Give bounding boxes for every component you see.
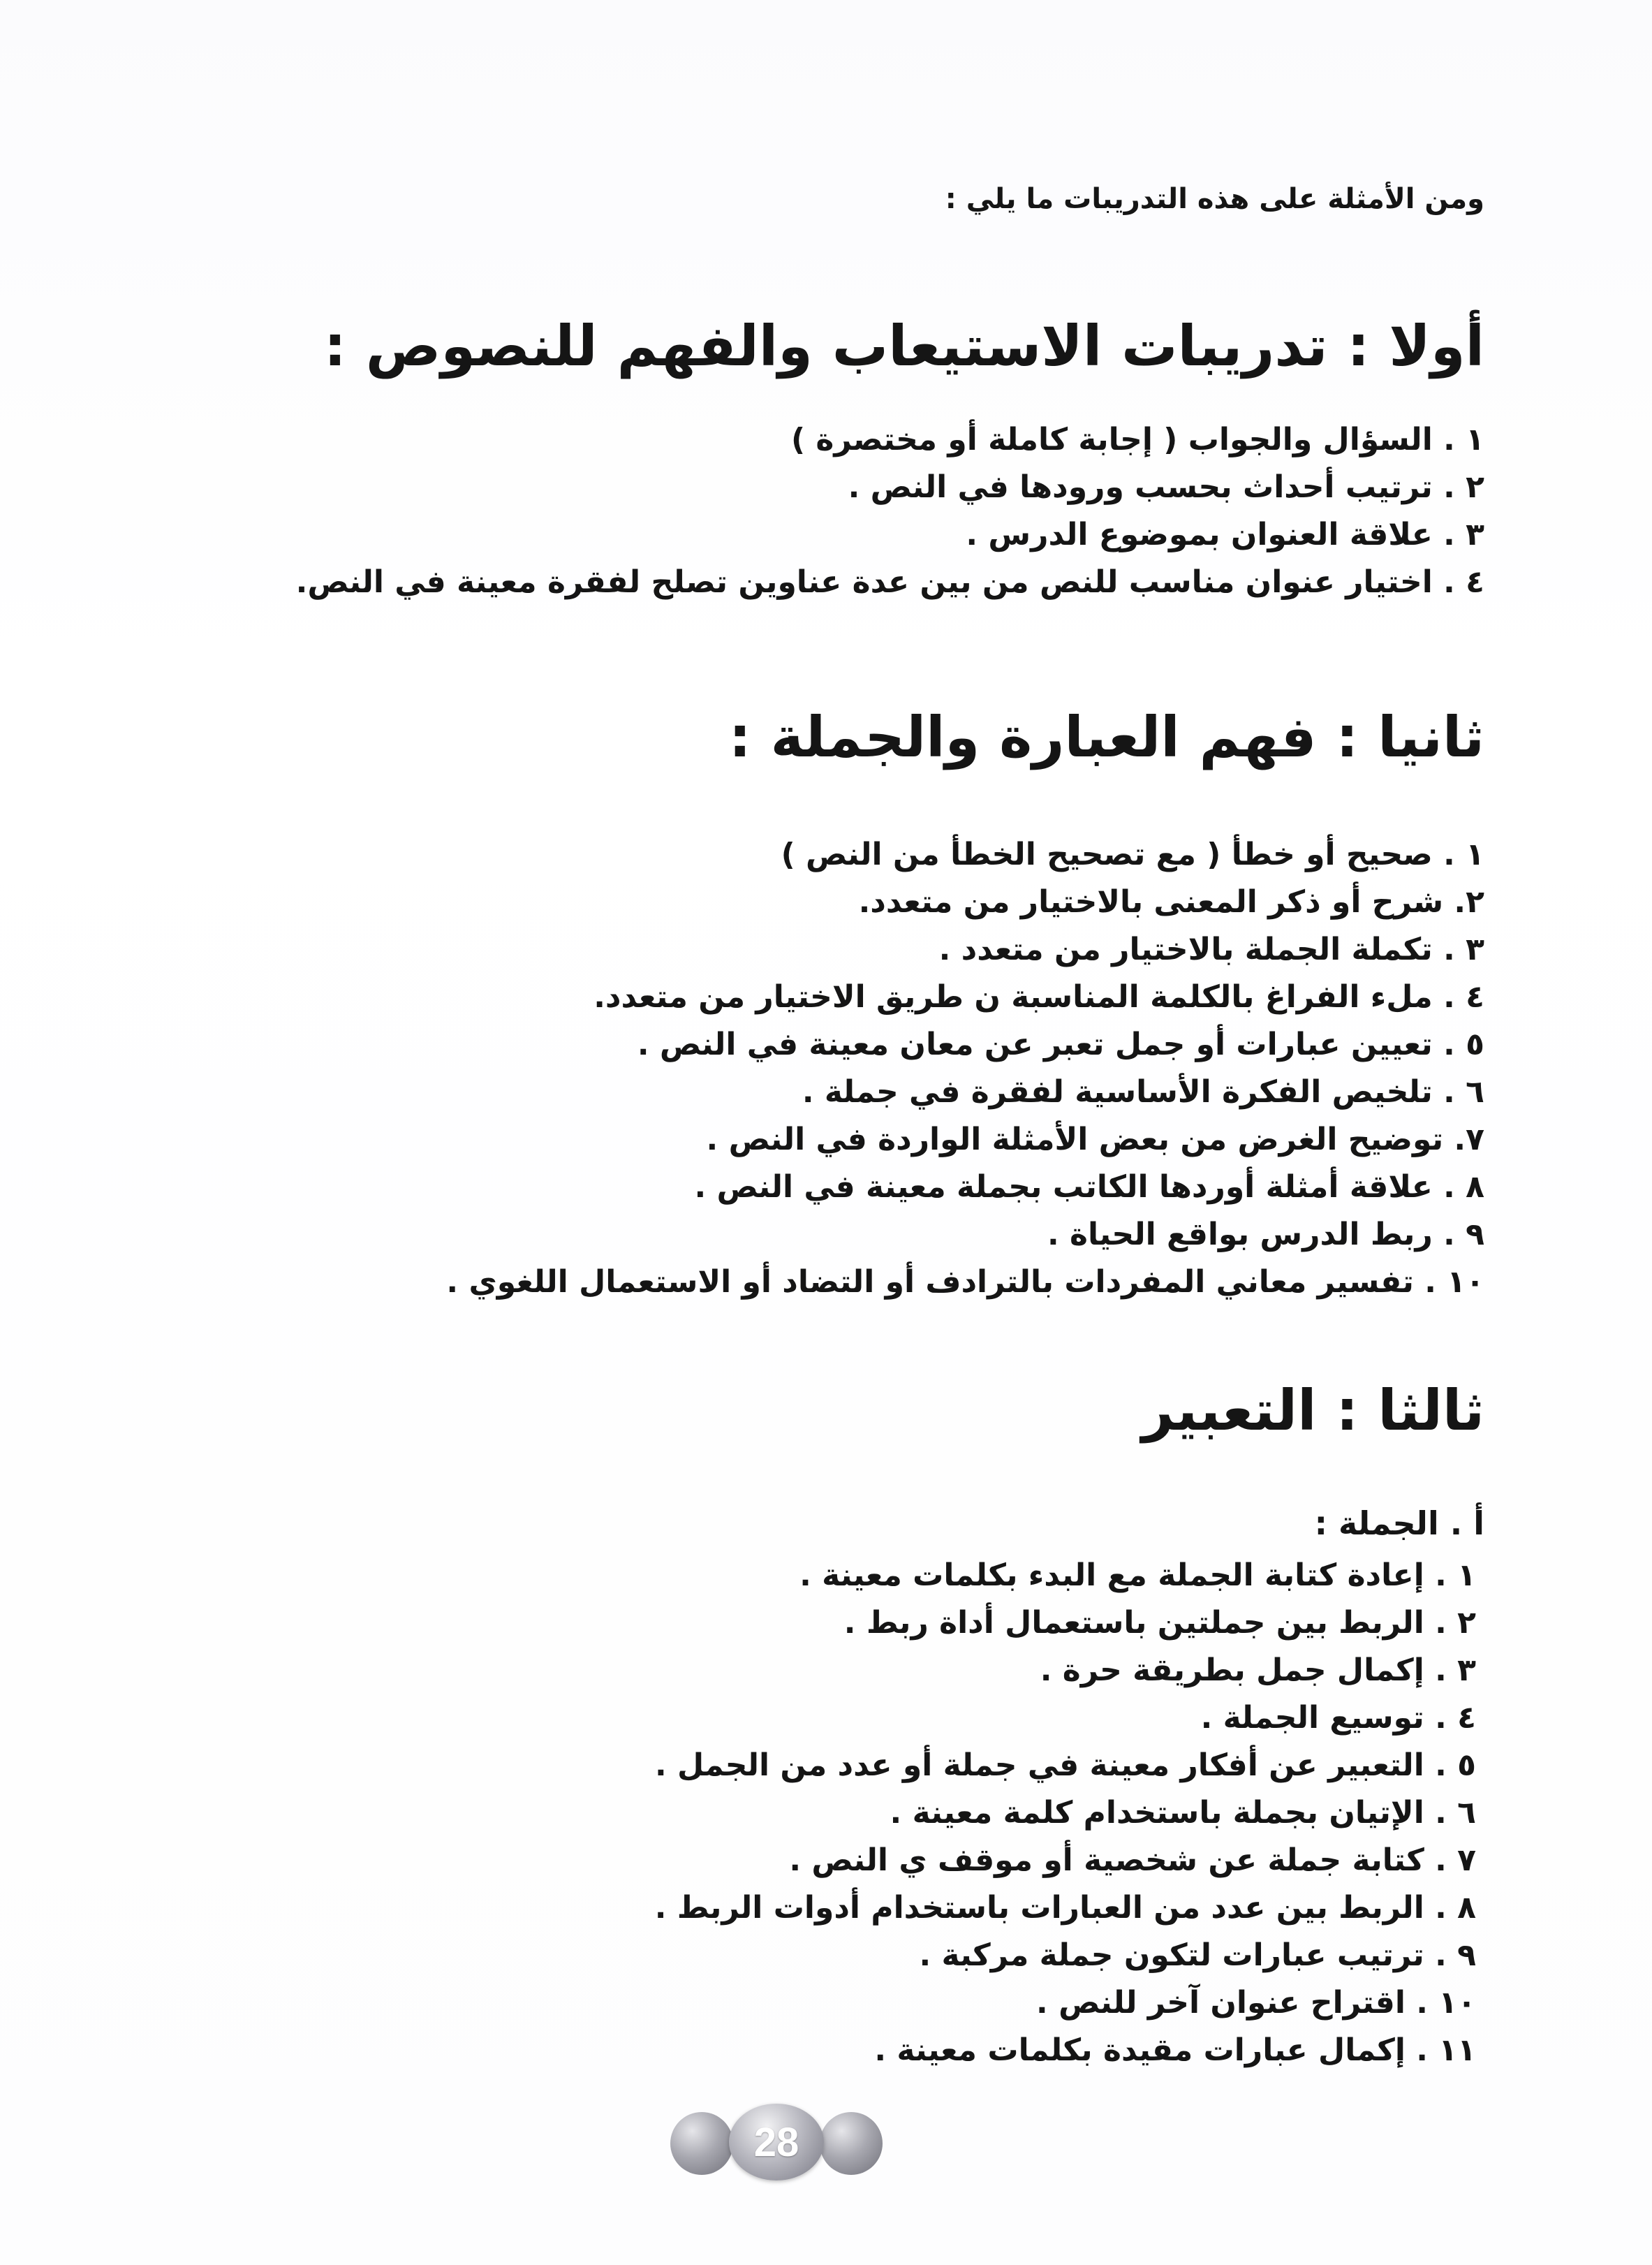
- list-item: ٣ . إكمال جمل بطريقة حرة .: [1040, 1652, 1476, 1688]
- intro-text: ومن الأمثلة على هذه التدريبات ما يلي :: [945, 183, 1484, 215]
- sub-heading: أ . الجملة :: [1314, 1504, 1484, 1542]
- list-item: ٩ . ترتيب عبارات لتكون جملة مركبة .: [919, 1937, 1476, 1973]
- page-number: 28: [753, 2120, 799, 2165]
- section-heading: ثالثا : التعبير: [1142, 1378, 1484, 1443]
- list-item: ٧. توضيح الغرض من بعض الأمثلة الواردة في النص .: [706, 1122, 1484, 1157]
- list-item: ٥ . التعبير عن أفكار معينة في جملة أو عدد من الجمل .: [654, 1747, 1476, 1783]
- section-expression: [158, 1380, 1484, 2074]
- list-item: ١٠ . تفسير معاني المفردات بالترادف أو التضاد أو الاستعمال اللغوي .: [446, 1264, 1484, 1300]
- list-item: ٢ . ترتيب أحداث بحسب ورودها في النص .: [848, 469, 1484, 505]
- list-item: ٤ . اختيار عنوان مناسب للنص من بين عدة عناوين تصلح لفقرة معينة في النص.: [295, 564, 1484, 600]
- section-comprehension: [158, 316, 1484, 606]
- item-list: [158, 831, 1484, 1306]
- list-item: ٨ . علاقة أمثلة أوردها الكاتب بجملة معينة في النص .: [694, 1169, 1484, 1205]
- list-item: ٦ . الإتيان بجملة باستخدام كلمة معينة .: [890, 1795, 1476, 1831]
- list-item: ٤ . توسيع الجملة .: [1200, 1700, 1476, 1736]
- list-item: ١ . صحيح أو خطأ ( مع تصحيح الخطأ من النص ): [781, 837, 1484, 872]
- badge-ornament: [820, 2112, 883, 2175]
- section-heading: ثانيا : فهم العبارة والجملة :: [728, 705, 1484, 770]
- list-item: ٦ . تلخيص الفكرة الأساسية لفقرة في جملة .: [802, 1074, 1484, 1110]
- list-item: ٤ . ملء الفراغ بالكلمة المناسبة ن طريق الاختيار من متعدد.: [593, 979, 1484, 1015]
- item-list: [158, 416, 1484, 606]
- list-item: ٣ . تكملة الجملة بالاختيار من متعدد .: [938, 932, 1484, 967]
- list-item: ٢. شرح أو ذكر المعنى بالاختيار من متعدد.: [858, 884, 1484, 920]
- list-item: ٣ . علاقة العنوان بموضوع الدرس .: [966, 517, 1484, 552]
- badge-center: [729, 2104, 824, 2180]
- badge-ornament: [670, 2112, 733, 2175]
- list-item: ٧ . كتابة جملة عن شخصية أو موقف ي النص .: [789, 1842, 1476, 1878]
- list-item: ٨ . الربط بين عدد من العبارات باستخدام أدوات الربط .: [654, 1890, 1476, 1926]
- list-item: ١ . إعادة كتابة الجملة مع البدء بكلمات معينة .: [799, 1557, 1476, 1593]
- item-list: [158, 1552, 1484, 2074]
- list-item: ١ . السؤال والجواب ( إجابة كاملة أو مختصرة ): [791, 422, 1484, 457]
- list-item: ١١ . إكمال عبارات مقيدة بكلمات معينة .: [874, 2032, 1476, 2068]
- list-item: ٩ . ربط الدرس بواقع الحياة .: [1047, 1217, 1484, 1252]
- list-item: ٥ . تعيين عبارات أو جمل تعبر عن معان معينة في النص .: [637, 1027, 1484, 1062]
- section-sentence-understanding: [158, 707, 1484, 1306]
- page-number-badge: [665, 2104, 888, 2180]
- list-item: ١٠ . اقتراح عنوان آخر للنص .: [1036, 1985, 1476, 2021]
- list-item: ٢ . الربط بين جملتين باستعمال أداة ربط .: [843, 1605, 1476, 1641]
- section-heading: أولا : تدريبات الاستيعاب والفهم للنصوص :: [323, 314, 1484, 379]
